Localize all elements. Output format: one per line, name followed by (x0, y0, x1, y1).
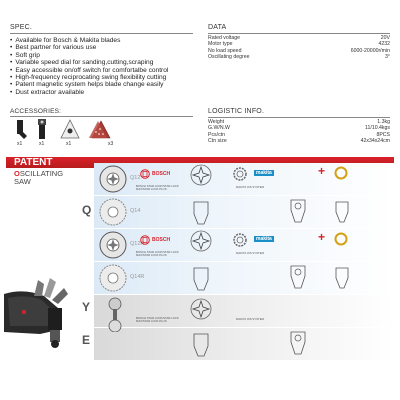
patent-title: PATENT (14, 157, 53, 168)
blade-code: Q12 (130, 175, 141, 181)
blade-row-e (94, 328, 394, 360)
sanding-pad-icon (60, 118, 80, 140)
makita-label: makita (256, 170, 272, 176)
bosch-label: BOSCH (152, 171, 171, 177)
series-letter-e: E (82, 333, 91, 347)
accessories-header: ACCESSORIES: (10, 108, 62, 115)
y-adapter-icon (102, 296, 128, 332)
makita-gear-icon (232, 166, 248, 182)
logistic-header: LOGISTIC INFO. (208, 108, 265, 115)
makita-gear-icon (232, 232, 248, 248)
makita-label: makita (256, 236, 272, 242)
makita-blade-shape-icon (288, 198, 308, 224)
round-blade-icon (98, 263, 128, 293)
accessory-qty: x1 (66, 141, 72, 147)
makita-compat-text: MAKITA OIS SYSTEM (236, 185, 264, 189)
oscillating-saw-label: OSCILLATING SAW (14, 169, 64, 186)
spec-item: • Soft grip (10, 52, 168, 59)
makita-compat-text: MAKITA OIS SYSTEM (236, 251, 264, 255)
data-header: DATA (208, 24, 227, 31)
starlock-shape-icon (190, 164, 212, 186)
data-table (208, 35, 390, 61)
sanding-sheet-icon (88, 118, 114, 140)
starlock-shape-icon (190, 298, 212, 320)
blade-code: Q12R (130, 241, 145, 247)
accessory-qty: x1 (17, 141, 23, 147)
plus-icon: + (318, 230, 326, 244)
blade-shape-icon (192, 332, 210, 358)
accessories-divider (10, 116, 193, 117)
spec-item: • Variable speed dial for sanding,cutting,scraping (10, 59, 168, 66)
blade-code: Q14R (130, 274, 145, 280)
bosch-compat-text: BOSCH STAR LOCK/STAR LOCK MAX/STAR LOCK PLUS (136, 184, 179, 191)
logistic-table (208, 119, 390, 145)
round-blade-icon (98, 164, 128, 194)
data-row: Rated voltage 20V (208, 35, 390, 41)
blade-shape-icon (192, 266, 210, 292)
hex-key-icon (14, 118, 28, 140)
bosch-logo-icon (140, 235, 150, 245)
logistic-row: Pcs/ctn 8PCS (208, 131, 390, 138)
logistic-row: Ctn size 42x34x24cm (208, 138, 390, 145)
adapter-shape-icon (334, 200, 350, 224)
spec-item: • Available for Bosch & Makita blades (10, 37, 168, 44)
adapter-shape-icon (334, 266, 350, 290)
plus-icon: + (318, 164, 326, 178)
adapter-ring-icon (334, 232, 348, 246)
blade-shape-icon (192, 200, 210, 226)
oscillating-tool-image (4, 272, 82, 350)
series-letter-q: Q (82, 203, 92, 217)
spec-list (10, 37, 168, 96)
series-letter-y: Y (82, 300, 91, 314)
bosch-logo-icon (140, 169, 150, 179)
blade-code: Q14 (130, 208, 141, 214)
makita-blade-shape-icon (288, 330, 308, 356)
bosch-compat-text: BOSCH STAR LOCK/STAR LOCK MAX/STAR LOCK PLUS (136, 250, 179, 257)
round-blade-icon (98, 230, 128, 260)
spec-item: • Easy accessible on/off switch for comfortalbe control (10, 67, 168, 74)
spec-item: • Dust extractor available (10, 89, 168, 96)
spec-item: • Patent magnetic system helps blade change easily (10, 81, 168, 88)
logistic-row: G.W/N.W 11/10.4kgs (208, 125, 390, 132)
round-blade-icon (98, 197, 128, 227)
plunge-blade-icon (34, 118, 50, 140)
spec-header: SPEC. (10, 24, 33, 31)
spec-item: • High-frequency reciprocating swing flexibility cutting (10, 74, 168, 81)
data-row: No load speed 6000-20000r/min (208, 47, 390, 54)
adapter-ring-icon (334, 166, 348, 180)
makita-blade-shape-icon (288, 264, 308, 290)
bosch-label: BOSCH (152, 237, 171, 243)
bosch-compat-text: BOSCH STAR LOCK/STAR LOCK MAX/STAR LOCK PLUS (136, 316, 179, 323)
makita-compat-text: MAKITA OIS SYSTEM (236, 317, 264, 321)
spec-divider (10, 33, 193, 34)
starlock-shape-icon (190, 230, 212, 252)
logistic-row: Weight 1.3kg (208, 119, 390, 125)
accessory-qty: x1 (39, 141, 45, 147)
spec-item: • Best partner for various use (10, 44, 168, 51)
accessory-qty: x3 (108, 141, 114, 147)
logistic-divider (208, 117, 390, 118)
data-row: Motor type 4232 (208, 41, 390, 48)
data-row: Oscillating degree 3° (208, 54, 390, 61)
data-divider (208, 33, 390, 34)
